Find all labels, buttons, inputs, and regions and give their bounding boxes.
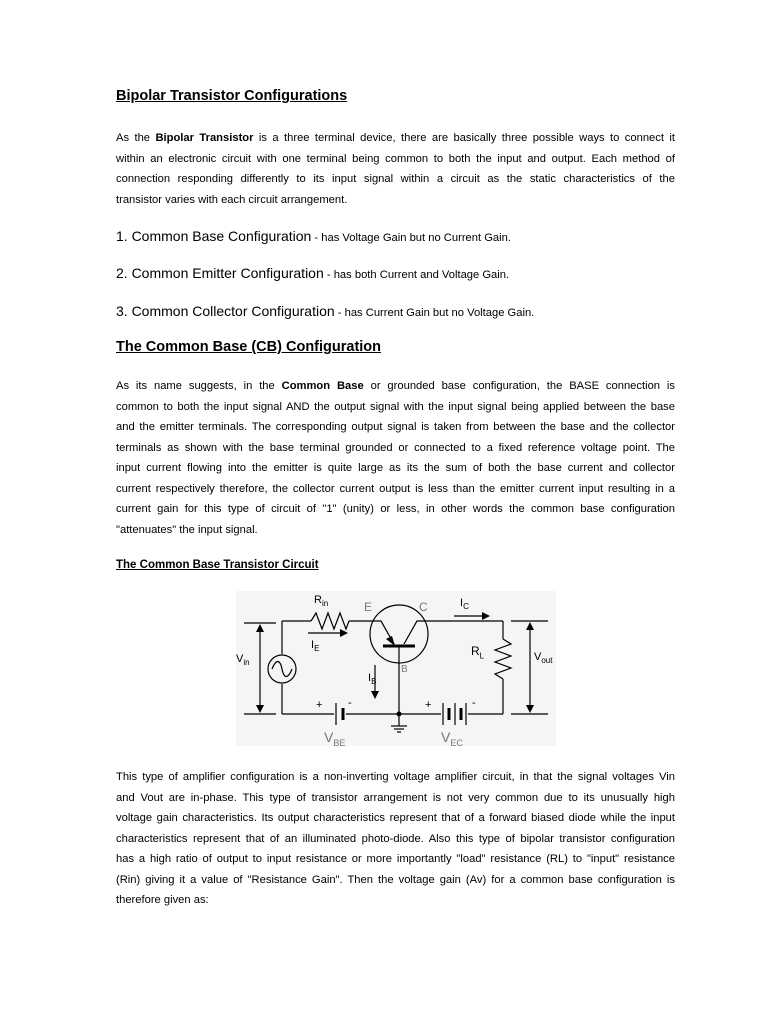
vout-arrowhead-up: [526, 622, 534, 630]
label-collector: C: [419, 600, 428, 614]
ie-arrowhead: [340, 629, 348, 637]
ic-arrowhead: [482, 612, 490, 620]
paragraph-line: As its name suggests, in the Common Base or grounded base configuration, the BASE connection is: [116, 380, 675, 392]
paragraph-line: within an electronic circuit with one terminal being common to both the input and output. Each method of: [116, 152, 675, 165]
circuit-schematic: [236, 591, 556, 746]
vout-arrowhead-down: [526, 705, 534, 713]
config-item-3: [116, 303, 534, 321]
paragraph-line: current respectively therefore, the collector current output is less than the emitter current input resulting in a: [116, 482, 675, 495]
paragraph-line: and Vout are in-phase. This type of transistor arrangement is not very common due to its unusually high: [116, 791, 675, 804]
label-ic: $I_C$: [460, 597, 469, 612]
junction-dot: [397, 712, 402, 717]
paragraph-line: "attenuates" the input signal.: [116, 523, 258, 536]
label-vbe-plus: +: [316, 699, 323, 711]
config-item-2: [116, 265, 509, 283]
label-vout: $V_{out}$: [534, 651, 553, 666]
label-ib: $I_B$: [368, 672, 377, 687]
label-vbe: $V_{BE}$: [324, 729, 346, 748]
paragraph-line: has a high ratio of output to input resistance or more importantly "load" resistance (RL) to "input" resistance: [116, 853, 675, 865]
paragraph-line: (Rin) giving it a value of "Resistance Gain". Then the voltage gain (Av) for a common base configuration is: [116, 873, 675, 886]
resistor-rl: [495, 639, 511, 679]
paragraph-line: input current flowing into the emitter is quite large as its the sum of both the base current and collector: [116, 462, 675, 474]
circuit-title: The Common Base Transistor Circuit: [116, 559, 319, 571]
paragraph-line: common to both the input signal AND the output signal with the input signal being applied between the base: [116, 400, 675, 413]
paragraph-line: therefore given as:: [116, 894, 209, 906]
config-name: 3. Common Collector Configuration: [116, 303, 335, 319]
label-vec-minus: -: [472, 697, 476, 709]
paragraph-line: This type of amplifier configuration is a non-inverting voltage amplifier circuit, in that the signal voltages Vin: [116, 771, 675, 783]
config-desc: - has Voltage Gain but no Current Gain.: [311, 232, 511, 244]
label-vec: $V_{EC}$: [441, 729, 463, 748]
label-emitter: E: [364, 600, 373, 614]
paragraph-line: transistor varies with each circuit arrangement.: [116, 193, 348, 206]
label-rin: $R_{in}$: [314, 594, 329, 609]
config-desc: - has both Current and Voltage Gain.: [323, 269, 510, 281]
label-rl: $R_L$: [471, 644, 485, 661]
ac-source-wave: [272, 662, 292, 677]
bold-term: Bipolar Transistor: [155, 132, 254, 144]
config-name: 2. Common Emitter Configuration: [116, 265, 324, 281]
resistor-rin: [311, 613, 349, 629]
config-item-1: [116, 228, 511, 246]
cb-paragraph: [116, 376, 675, 540]
intro-paragraph: [116, 128, 675, 210]
ib-arrowhead: [371, 691, 379, 699]
paragraph-line: terminals as shown with the base terminal grounded or connected to a fixed reference voltage point. The: [116, 441, 675, 454]
paragraph-line: voltage gain characteristics. Its output characteristics represent that of a forward biased diode while the input: [116, 812, 675, 824]
paragraph-line: connection responding differently to its input signal within a circuit as the static characteristics of the: [116, 173, 675, 185]
label-ie: $I_E$: [311, 639, 320, 654]
label-vbe-minus: -: [348, 697, 352, 709]
paragraph-line: As the Bipolar Transistor is a three terminal device, there are basically three possible ways to connect it: [116, 132, 675, 144]
section-title: The Common Base (CB) Configuration: [116, 339, 382, 355]
bold-term: Common Base: [281, 380, 364, 392]
paragraph-line: characteristics represent that of an illuminated photo-diode. Also this type of bipolar transistor configuration: [116, 832, 675, 845]
vin-arrowhead-up: [256, 624, 264, 632]
config-name: 1. Common Base Configuration: [116, 228, 312, 244]
vin-arrowhead-down: [256, 705, 264, 713]
label-base: B: [401, 664, 408, 675]
config-desc: - has Current Gain but no Voltage Gain.: [334, 307, 535, 319]
transistor-collector-lead: [404, 621, 424, 644]
label-vec-plus: +: [425, 699, 432, 711]
label-vin: $V_{in}$: [236, 653, 250, 668]
paragraph-line: and the emitter terminals. The corresponding output signal is taken from between the base and the collector: [116, 421, 675, 433]
page-title: Bipolar Transistor Configurations: [116, 88, 348, 104]
closing-paragraph: [116, 767, 675, 911]
paragraph-line: current gain for this type of circuit of "1" (unity) or less, in other words the common base configuration: [116, 503, 675, 515]
common-base-circuit-diagram: [236, 591, 556, 746]
